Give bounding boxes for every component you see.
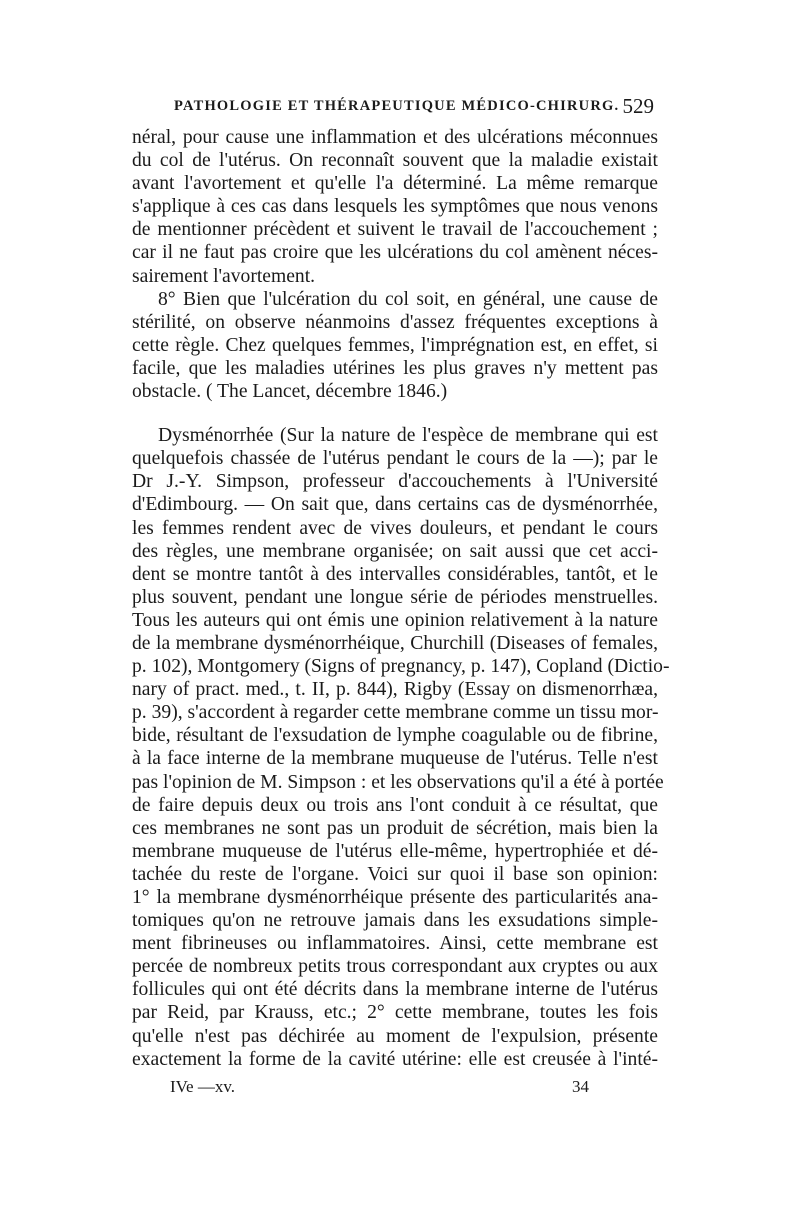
text-line: Dysménorrhée (Sur la nature de l'espèce de membrane qui est [158,425,658,447]
document-page [132,92,670,1103]
text-line: tachée du reste de l'organe. Voici sur quoi il base son opinion: [132,863,658,885]
text-line: facile, que les maladies utérines les plus graves n'y mettent pas [132,357,658,379]
text-line: plus souvent, pendant une longue série de périodes menstruelles. [132,586,658,608]
sheet-number: 34 [572,1076,589,1096]
text-line: exactement la forme de la cavité utérine: elle est creusée à l'inté- [132,1048,658,1070]
text-line: nary of pract. med., t. II, p. 844), Rigby (Essay on dismenorrhæa, [132,679,658,701]
text-line: p. 39), s'accordent à regarder cette membrane comme un tissu mor- [132,702,659,724]
page-header [132,92,658,126]
text-line: s'applique à ces cas dans lesquels les symptômes que nous venons [132,196,658,218]
text-line: p. 102), Montgomery (Signs of pregnancy, p. 147), Copland (Dictio- [132,656,670,678]
paragraph-2 [132,288,658,403]
text-line: les femmes rendent avec de vives douleurs, et pendant le cours [132,517,658,539]
text-line: des règles, une membrane organisée; on sait aussi que cet acci- [132,540,658,562]
text-line: qu'elle n'est pas déchirée au moment de l'expulsion, présente [132,1025,658,1047]
text-line: Tous les auteurs qui ont émis une opinion relativement à la nature [132,609,658,631]
text-line: obstacle. ( The Lancet, décembre 1846.) [132,381,448,403]
text-line: membrane muqueuse de l'utérus elle-même, hypertrophiée et dé- [132,840,658,862]
text-line: néral, pour cause une inflammation et des ulcérations méconnues [132,127,658,148]
text-line: dent se montre tantôt à des intervalles considérables, tantôt, et le [132,563,658,585]
text-line: 1° la membrane dysménorrhéique présente des particularités ana- [132,887,658,908]
text-line: pas l'opinion de M. Simpson : et les observations qu'il a été à portée [132,771,664,793]
body-text [132,126,670,1071]
text-line: sairement l'avortement. [132,265,316,287]
text-line: ces membranes ne sont pas un produit de sécrétion, mais bien la [132,817,658,839]
paragraph-3 [132,424,670,1071]
text-line: percée de nombreux petits trous correspondant aux cryptes ou aux [132,956,658,978]
running-title: PATHOLOGIE ET THÉRAPEUTIQUE MÉDICO-CHIRURG. [174,98,620,114]
section-gap [132,403,658,424]
text-line: cette règle. Chez quelques femmes, l'imprégnation est, en effet, si [132,334,658,356]
text-line: par Reid, par Krauss, etc.; 2° cette membrane, toutes les fois [132,1002,658,1024]
text-line: de mentionner précèdent et suivent le travail de l'accouchement ; [132,219,658,241]
paragraph-1 [132,126,658,288]
text-line: ment fibrineuses ou inflammatoires. Ainsi, cette membrane est [132,933,658,955]
text-line: d'Edimbourg. — On sait que, dans certains cas de dysménorrhée, [132,494,658,516]
page-number: 529 [622,94,654,118]
text-line: tomiques qu'on ne retrouve jamais dans les exsudations simple- [132,910,658,932]
page-footer [132,1077,658,1103]
text-line: follicules qui ont été décrits dans la membrane interne de l'utérus [132,979,658,1001]
text-line: du col de l'utérus. On reconnaît souvent que la maladie existait [132,150,658,172]
text-line: 8° Bien que l'ulcération du col soit, en général, une cause de [158,288,658,310]
text-line: de faire depuis deux ou trois ans l'ont conduit à ce résultat, que [132,794,658,816]
text-line: Dr J.-Y. Simpson, professeur d'accouchements à l'Université [132,471,658,493]
text-line: quelquefois chassée de l'utérus pendant le cours de la —); par le [132,448,658,470]
printer-signature: IVe —xv. [170,1076,235,1096]
text-line: car il ne faut pas croire que les ulcérations du col amènent néces- [132,242,658,264]
text-line: de la membrane dysménorrhéique, Churchill (Diseases of females, [132,632,658,654]
text-line: stérilité, on observe néanmoins d'assez fréquentes exceptions à [132,311,658,333]
text-line: à la face interne de la membrane muqueuse de l'utérus. Telle n'est [132,748,658,770]
text-line: bide, résultant de l'exsudation de lymphe coagulable ou de fibrine, [132,725,658,747]
text-line: avant l'avortement et qu'elle l'a déterminé. La même remarque [132,173,658,195]
